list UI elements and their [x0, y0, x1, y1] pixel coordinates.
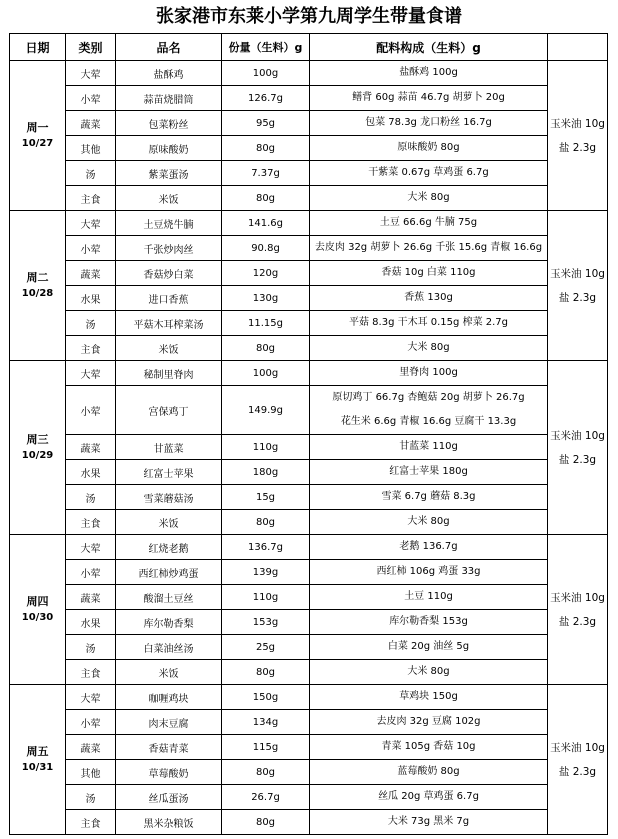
composition-cell — [310, 386, 548, 435]
composition-cell — [310, 610, 548, 635]
composition-cell — [310, 510, 548, 535]
day-cell — [10, 361, 66, 535]
composition-cell — [310, 535, 548, 560]
composition-cell — [310, 236, 548, 261]
portion-cell: 180g — [222, 460, 310, 485]
table-row — [10, 460, 608, 485]
dish-cell: 草莓酸奶 — [116, 760, 222, 785]
dish-cell: 宫保鸡丁 — [116, 386, 222, 435]
portion-cell: 11.15g — [222, 311, 310, 336]
composition-line: 雪菜 6.7g 蘑菇 8.3g — [381, 491, 476, 502]
category-cell: 主食 — [66, 336, 116, 361]
table-row — [10, 685, 608, 710]
composition-line: 青菜 105g 香菇 10g — [381, 741, 476, 752]
page-title: 张家港市东莱小学第九周学生带量食谱 — [156, 6, 462, 27]
composition-cell — [310, 810, 548, 835]
dish-cell: 紫菜蛋汤 — [116, 161, 222, 186]
category-cell: 蔬菜 — [66, 735, 116, 760]
portion-cell: 120g — [222, 261, 310, 286]
day-date: 10/30 — [21, 611, 54, 623]
composition-line: 大米 73g 黑米 7g — [387, 816, 470, 827]
composition-cell — [310, 361, 548, 386]
day-label: 周三 — [26, 432, 49, 446]
table-header-row — [10, 34, 608, 61]
category-cell: 蔬菜 — [66, 585, 116, 610]
dish-cell: 平菇木耳榨菜汤 — [116, 311, 222, 336]
dish-cell: 米饭 — [116, 186, 222, 211]
composition-line: 大米 80g — [407, 516, 450, 527]
day-cell — [10, 535, 66, 685]
portion-cell: 80g — [222, 186, 310, 211]
day-cell — [10, 61, 66, 211]
dish-cell: 香菇炒白菜 — [116, 261, 222, 286]
table-row — [10, 211, 608, 236]
portion-cell: 7.37g — [222, 161, 310, 186]
table-row — [10, 136, 608, 161]
composition-line: 大米 80g — [407, 666, 450, 677]
category-cell: 主食 — [66, 810, 116, 835]
table-row — [10, 810, 608, 835]
category-cell: 大荤 — [66, 535, 116, 560]
dish-cell: 酸溜土豆丝 — [116, 585, 222, 610]
composition-line: 土豆 66.6g 牛腩 75g — [379, 217, 478, 228]
dish-cell: 西红柿炒鸡蛋 — [116, 560, 222, 585]
seasoning-line: 盐 2.3g — [558, 453, 597, 466]
dish-cell: 原味酸奶 — [116, 136, 222, 161]
table-row — [10, 585, 608, 610]
composition-cell — [310, 585, 548, 610]
composition-cell — [310, 186, 548, 211]
seasoning-cell — [548, 685, 608, 835]
composition-cell — [310, 336, 548, 361]
category-cell: 蔬菜 — [66, 111, 116, 136]
menu-table — [9, 33, 608, 835]
category-cell: 大荤 — [66, 211, 116, 236]
portion-cell: 136.7g — [222, 535, 310, 560]
dish-cell: 土豆烧牛腩 — [116, 211, 222, 236]
composition-line: 丝瓜 20g 草鸡蛋 6.7g — [378, 791, 479, 802]
seasoning-line: 玉米油 10g — [550, 267, 605, 280]
category-cell: 蔬菜 — [66, 261, 116, 286]
category-cell: 其他 — [66, 760, 116, 785]
category-cell: 汤 — [66, 161, 116, 186]
composition-line: 盐酥鸡 100g — [399, 67, 458, 78]
composition-cell — [310, 660, 548, 685]
composition-cell — [310, 435, 548, 460]
portion-cell: 90.8g — [222, 236, 310, 261]
portion-cell: 100g — [222, 361, 310, 386]
portion-cell: 25g — [222, 635, 310, 660]
table-row — [10, 336, 608, 361]
portion-cell: 26.7g — [222, 785, 310, 810]
composition-cell — [310, 735, 548, 760]
dish-cell: 红烧老鹅 — [116, 535, 222, 560]
category-cell: 汤 — [66, 635, 116, 660]
composition-cell — [310, 86, 548, 111]
day-date: 10/31 — [21, 761, 54, 773]
day-date: 10/28 — [21, 287, 54, 299]
composition-line: 鳝背 60g 蒜苗 46.7g 胡萝卜 20g — [352, 92, 505, 103]
seasoning-cell — [548, 535, 608, 685]
seasoning-line: 玉米油 10g — [550, 429, 605, 442]
portion-cell: 110g — [222, 585, 310, 610]
dish-cell: 肉末豆腐 — [116, 710, 222, 735]
dish-cell: 蒜苗烧腊筒 — [116, 86, 222, 111]
composition-line: 红富士苹果 180g — [389, 466, 468, 477]
category-cell: 水果 — [66, 610, 116, 635]
dish-cell: 包菜粉丝 — [116, 111, 222, 136]
category-cell: 汤 — [66, 485, 116, 510]
table-row — [10, 161, 608, 186]
category-cell: 蔬菜 — [66, 435, 116, 460]
header-date: 日期 — [10, 34, 66, 61]
day-label: 周四 — [26, 594, 49, 608]
day-label: 周一 — [26, 120, 49, 134]
dish-cell: 进口香蕉 — [116, 286, 222, 311]
category-cell: 主食 — [66, 186, 116, 211]
composition-line: 花生米 6.6g 青椒 16.6g 豆腐干 13.3g — [340, 416, 517, 427]
seasoning-line: 玉米油 10g — [550, 591, 605, 604]
category-cell: 主食 — [66, 510, 116, 535]
table-row — [10, 435, 608, 460]
portion-cell: 100g — [222, 61, 310, 86]
portion-cell: 80g — [222, 810, 310, 835]
composition-line: 草鸡块 150g — [399, 691, 458, 702]
portion-cell: 153g — [222, 610, 310, 635]
seasoning-line: 盐 2.3g — [558, 615, 597, 628]
composition-cell — [310, 61, 548, 86]
portion-cell: 141.6g — [222, 211, 310, 236]
header-dish: 品名 — [116, 34, 222, 61]
portion-cell: 130g — [222, 286, 310, 311]
dish-cell: 香菇青菜 — [116, 735, 222, 760]
composition-cell — [310, 286, 548, 311]
dish-cell: 雪菜蘑菇汤 — [116, 485, 222, 510]
composition-cell — [310, 685, 548, 710]
composition-cell — [310, 560, 548, 585]
table-row — [10, 386, 608, 435]
portion-cell: 80g — [222, 136, 310, 161]
portion-cell: 115g — [222, 735, 310, 760]
dish-cell: 盐酥鸡 — [116, 61, 222, 86]
composition-cell — [310, 261, 548, 286]
composition-cell — [310, 111, 548, 136]
composition-line: 去皮肉 32g 胡萝卜 26.6g 千张 15.6g 青椒 16.6g — [314, 242, 543, 253]
composition-line: 里脊肉 100g — [399, 367, 458, 378]
dish-cell: 米饭 — [116, 336, 222, 361]
composition-cell — [310, 311, 548, 336]
category-cell: 小荤 — [66, 236, 116, 261]
seasoning-line: 盐 2.3g — [558, 141, 597, 154]
composition-line: 干紫菜 0.67g 草鸡蛋 6.7g — [368, 167, 489, 178]
category-cell: 小荤 — [66, 560, 116, 585]
dish-cell: 咖喱鸡块 — [116, 685, 222, 710]
category-cell: 汤 — [66, 311, 116, 336]
seasoning-line: 盐 2.3g — [558, 765, 597, 778]
table-row — [10, 236, 608, 261]
composition-line: 西红柿 106g 鸡蛋 33g — [376, 566, 481, 577]
dish-cell: 库尔勒香梨 — [116, 610, 222, 635]
composition-line: 香菇 10g 白菜 110g — [381, 267, 476, 278]
category-cell: 水果 — [66, 286, 116, 311]
table-row — [10, 510, 608, 535]
portion-cell: 15g — [222, 485, 310, 510]
category-cell: 主食 — [66, 660, 116, 685]
header-category: 类别 — [66, 34, 116, 61]
seasoning-cell — [548, 211, 608, 361]
portion-cell: 149.9g — [222, 386, 310, 435]
dish-cell: 秘制里脊肉 — [116, 361, 222, 386]
table-row — [10, 186, 608, 211]
day-date: 10/27 — [21, 137, 54, 149]
table-row — [10, 535, 608, 560]
dish-cell: 丝瓜蛋汤 — [116, 785, 222, 810]
category-cell: 大荤 — [66, 61, 116, 86]
table-row — [10, 560, 608, 585]
dish-cell: 红富士苹果 — [116, 460, 222, 485]
table-row — [10, 485, 608, 510]
header-composition: 配料构成（生料）g — [310, 34, 548, 61]
portion-cell: 134g — [222, 710, 310, 735]
table-row — [10, 111, 608, 136]
table-row — [10, 635, 608, 660]
portion-cell: 80g — [222, 510, 310, 535]
table-row — [10, 735, 608, 760]
portion-cell: 95g — [222, 111, 310, 136]
category-cell: 汤 — [66, 785, 116, 810]
header-portion: 份量（生料）g — [222, 34, 310, 61]
table-row — [10, 760, 608, 785]
dish-cell: 甘蓝菜 — [116, 435, 222, 460]
seasoning-line: 玉米油 10g — [550, 741, 605, 754]
portion-cell: 139g — [222, 560, 310, 585]
day-cell — [10, 211, 66, 361]
composition-line: 蓝莓酸奶 80g — [397, 766, 460, 777]
dish-cell: 米饭 — [116, 660, 222, 685]
table-row — [10, 286, 608, 311]
portion-cell: 110g — [222, 435, 310, 460]
category-cell: 其他 — [66, 136, 116, 161]
category-cell: 大荤 — [66, 685, 116, 710]
day-label: 周二 — [26, 270, 49, 284]
header-extra — [548, 34, 608, 61]
seasoning-line: 盐 2.3g — [558, 291, 597, 304]
dish-cell: 米饭 — [116, 510, 222, 535]
day-cell — [10, 685, 66, 835]
day-label: 周五 — [26, 744, 49, 758]
table-row — [10, 361, 608, 386]
composition-line: 土豆 110g — [404, 591, 453, 602]
dish-cell: 黑米杂粮饭 — [116, 810, 222, 835]
composition-line: 原切鸡丁 66.7g 杏鲍菇 20g 胡萝卜 26.7g — [332, 392, 525, 403]
composition-line: 香蕉 130g — [404, 292, 453, 303]
dish-cell: 白菜油丝汤 — [116, 635, 222, 660]
day-date: 10/29 — [21, 449, 54, 461]
category-cell: 水果 — [66, 460, 116, 485]
composition-line: 平菇 8.3g 干木耳 0.15g 榨菜 2.7g — [348, 317, 508, 328]
composition-line: 老鹅 136.7g — [399, 541, 458, 552]
table-row — [10, 660, 608, 685]
portion-cell: 150g — [222, 685, 310, 710]
composition-line: 库尔勒香梨 153g — [389, 616, 468, 627]
portion-cell: 80g — [222, 760, 310, 785]
composition-line: 甘蓝菜 110g — [399, 441, 458, 452]
category-cell: 小荤 — [66, 710, 116, 735]
seasoning-line: 玉米油 10g — [550, 117, 605, 130]
composition-line: 大米 80g — [407, 342, 450, 353]
portion-cell: 80g — [222, 336, 310, 361]
portion-cell: 126.7g — [222, 86, 310, 111]
composition-cell — [310, 635, 548, 660]
portion-cell: 80g — [222, 660, 310, 685]
table-row — [10, 785, 608, 810]
table-row — [10, 86, 608, 111]
composition-line: 原味酸奶 80g — [397, 142, 460, 153]
category-cell: 小荤 — [66, 386, 116, 435]
composition-cell — [310, 760, 548, 785]
category-cell: 大荤 — [66, 361, 116, 386]
composition-cell — [310, 136, 548, 161]
seasoning-cell — [548, 61, 608, 211]
composition-cell — [310, 460, 548, 485]
composition-cell — [310, 785, 548, 810]
composition-cell — [310, 485, 548, 510]
menu-body — [10, 61, 608, 835]
table-row — [10, 261, 608, 286]
table-row — [10, 61, 608, 86]
composition-cell — [310, 710, 548, 735]
dish-cell: 千张炒肉丝 — [116, 236, 222, 261]
composition-line: 大米 80g — [407, 192, 450, 203]
composition-line: 包菜 78.3g 龙口粉丝 16.7g — [365, 117, 492, 128]
seasoning-cell — [548, 361, 608, 535]
table-row — [10, 610, 608, 635]
composition-cell — [310, 161, 548, 186]
table-row — [10, 311, 608, 336]
composition-line: 白菜 20g 油丝 5g — [387, 641, 470, 652]
composition-cell — [310, 211, 548, 236]
category-cell: 小荤 — [66, 86, 116, 111]
composition-line: 去皮肉 32g 豆腐 102g — [376, 716, 481, 727]
table-row — [10, 710, 608, 735]
